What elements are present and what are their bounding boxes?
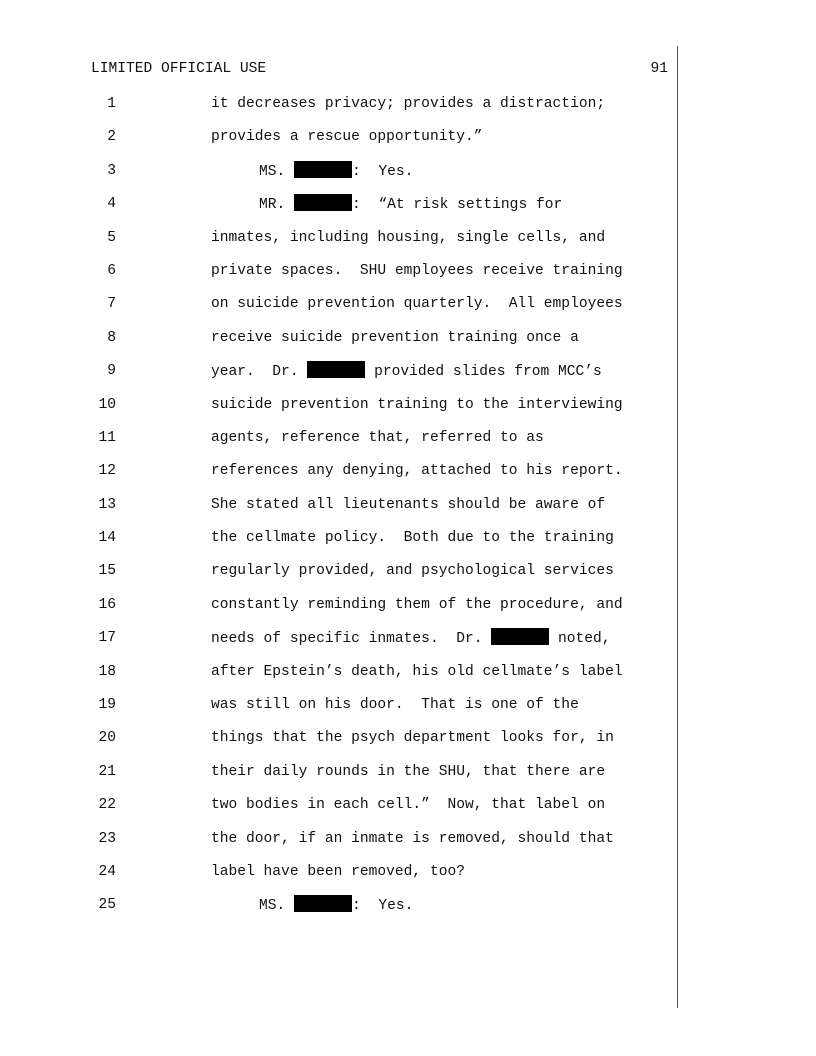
line-text [211, 628, 611, 649]
line-number: 8 [107, 329, 116, 346]
line-number: 3 [107, 162, 116, 179]
transcript-line-18 [0, 662, 816, 695]
speaker-turn [259, 895, 413, 916]
page-number: 91 [650, 61, 668, 77]
speaker-title: MR. [259, 197, 286, 214]
transcript-line-13 [0, 495, 816, 528]
utterance: : Yes. [352, 898, 414, 915]
line-text: provides a rescue opportunity.” [211, 129, 483, 146]
line-text: references any denying, attached to his report. [211, 463, 623, 480]
line-number: 5 [107, 229, 116, 246]
line-text: suicide prevention training to the interviewing [211, 396, 623, 413]
line-text: was still on his door. That is one of the [211, 697, 579, 714]
line-number: 18 [98, 663, 116, 680]
transcript-line-14 [0, 528, 816, 561]
line-number: 21 [98, 763, 116, 780]
transcript-line-1 [0, 94, 816, 127]
line-text: regularly provided, and psychological services [211, 563, 614, 580]
line-text: it decreases privacy; provides a distraction; [211, 96, 606, 112]
redaction-box [294, 194, 352, 211]
line-number: 10 [98, 396, 116, 413]
line-number: 9 [107, 363, 116, 380]
transcript-line-5 [0, 228, 816, 261]
line-number: 16 [98, 596, 116, 613]
text-after-redaction: provided slides from MCC’s [374, 364, 602, 381]
line-number: 2 [107, 129, 116, 146]
transcript-line-4 [0, 194, 816, 227]
transcript-line-12 [0, 461, 816, 494]
redaction-box [307, 361, 365, 378]
line-number: 1 [107, 96, 116, 112]
transcript-line-24 [0, 862, 816, 895]
text-before-redaction: year. Dr. [211, 364, 299, 381]
line-number: 25 [98, 897, 116, 914]
transcript-line-2 [0, 127, 816, 160]
page-header [91, 61, 668, 81]
text-after-redaction: noted, [558, 631, 611, 648]
line-text: agents, reference that, referred to as [211, 429, 544, 446]
line-text [211, 361, 602, 382]
transcript-line-6 [0, 261, 816, 294]
transcript-line-7 [0, 294, 816, 327]
speaker-title: MS. [259, 163, 286, 180]
transcript-line-11 [0, 428, 816, 461]
transcript-line-17 [0, 628, 816, 661]
line-text: their daily rounds in the SHU, that there are [211, 763, 606, 780]
line-number: 12 [98, 463, 116, 480]
transcript-line-8 [0, 328, 816, 361]
line-number: 11 [98, 429, 116, 446]
line-number: 15 [98, 563, 116, 580]
line-text: the door, if an inmate is removed, should that [211, 830, 614, 847]
line-number: 4 [107, 196, 116, 213]
transcript-line-3 [0, 161, 816, 194]
transcript-line-23 [0, 829, 816, 862]
line-text: after Epstein’s death, his old cellmate’s label [211, 663, 623, 680]
utterance: : Yes. [352, 163, 414, 180]
speaker-turn [259, 161, 413, 182]
line-text: the cellmate policy. Both due to the training [211, 530, 614, 547]
line-text: receive suicide prevention training once a [211, 329, 579, 346]
line-text: two bodies in each cell.” Now, that label on [211, 797, 606, 814]
transcript-line-19 [0, 695, 816, 728]
line-text: label have been removed, too? [211, 863, 465, 880]
line-number: 24 [98, 863, 116, 880]
transcript-line-9 [0, 361, 816, 394]
redaction-box [294, 895, 352, 912]
transcript-line-10 [0, 395, 816, 428]
text-before-redaction: needs of specific inmates. Dr. [211, 631, 483, 648]
transcript-body [0, 94, 816, 929]
line-number: 19 [98, 697, 116, 714]
line-number: 13 [98, 496, 116, 513]
speaker-title: MS. [259, 898, 286, 915]
redaction-box [491, 628, 549, 645]
transcript-line-25 [0, 895, 816, 928]
transcript-line-15 [0, 561, 816, 594]
line-number: 17 [98, 630, 116, 647]
line-number: 22 [98, 797, 116, 814]
speaker-turn [259, 194, 562, 215]
line-number: 7 [107, 296, 116, 313]
line-number: 20 [98, 730, 116, 747]
transcript-line-20 [0, 728, 816, 761]
redaction-box [294, 161, 352, 178]
transcript-line-16 [0, 595, 816, 628]
classification-marking: LIMITED OFFICIAL USE [91, 61, 267, 77]
line-text: things that the psych department looks for, in [211, 730, 614, 747]
utterance: : “At risk settings for [352, 197, 563, 214]
line-text: She stated all lieutenants should be aware of [211, 496, 606, 513]
line-text: inmates, including housing, single cells, and [211, 229, 606, 246]
line-number: 14 [98, 530, 116, 547]
line-text: constantly reminding them of the procedure, and [211, 596, 623, 613]
line-number: 6 [107, 262, 116, 279]
line-text: on suicide prevention quarterly. All employees [211, 296, 623, 313]
line-text: private spaces. SHU employees receive training [211, 262, 623, 279]
transcript-line-22 [0, 795, 816, 828]
line-number: 23 [98, 830, 116, 847]
transcript-line-21 [0, 762, 816, 795]
